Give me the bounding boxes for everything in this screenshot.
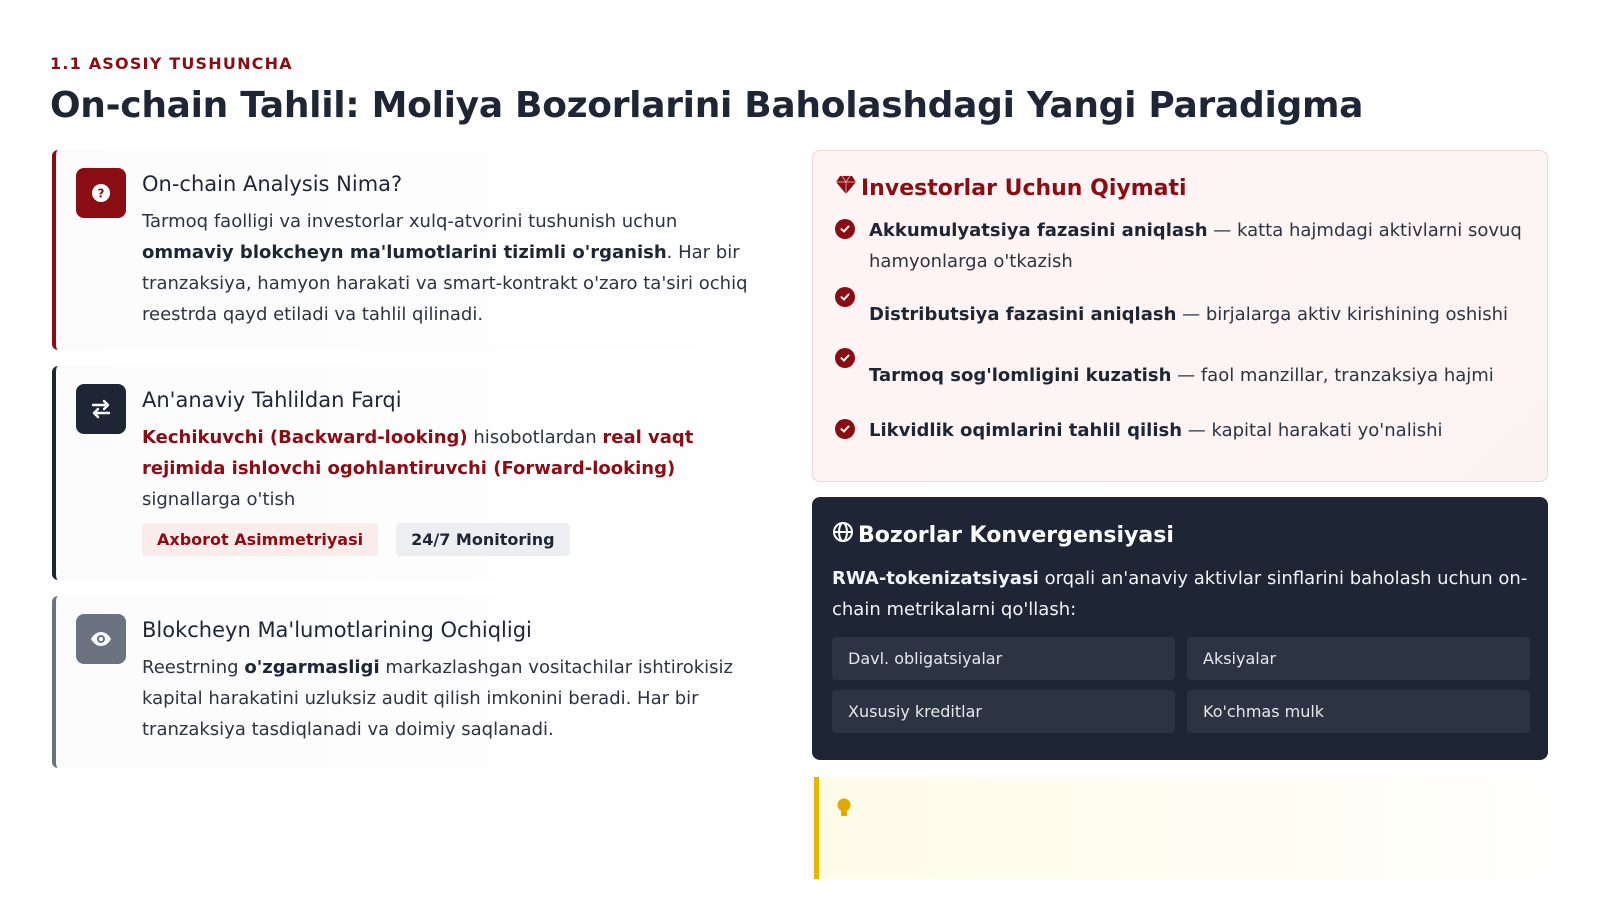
page-title: On-chain Tahlil: Moliya Bozorlarini Baholashdagi Yangi Paradigma <box>50 85 1364 126</box>
concept-cards <box>52 150 780 784</box>
swap-arrows-icon <box>76 384 126 434</box>
check-circle-icon <box>835 287 855 307</box>
asset-class-item: Davl. obligatsiyalar <box>832 637 1175 680</box>
asset-class-grid <box>832 637 1530 733</box>
list-item: Likvidlik oqimlarini tahlil qilish — kapital harakati yo'nalishi <box>835 415 1527 446</box>
panel-title: Investorlar Uchun Qiymati <box>835 175 1527 201</box>
card-text: Reestrning o'zgarmasligi markazlashgan vositachilar ishtirokisiz kapital harakatini uzluksiz audit qilish imkonini beradi. Har bir tranzaksiya tasdiqlanadi va doimiy saqlanadi. <box>142 657 734 740</box>
asset-class-item: Xususiy kreditlar <box>832 690 1175 733</box>
asset-class-item: Ko'chmas mulk <box>1187 690 1530 733</box>
tag-list <box>142 523 766 556</box>
card-title: Blokcheyn Ma'lumotlarining Ochiqligi <box>142 618 532 642</box>
check-circle-icon <box>835 219 855 239</box>
question-icon <box>76 168 126 218</box>
tag-monitoring: 24/7 Monitoring <box>396 523 569 556</box>
check-circle-icon <box>835 419 855 439</box>
svg-text:?: ? <box>97 186 105 201</box>
tag-info-asymmetry: Axborot Asimmetriyasi <box>142 523 378 556</box>
list-item: Akkumulyatsiya fazasini aniqlash — katta hajmdagi aktivlarni sovuq hamyonlarga o'tkazish <box>835 215 1527 277</box>
tip-box <box>814 777 1550 879</box>
card-transparency <box>52 596 780 768</box>
benefit-list <box>835 215 1527 446</box>
card-title: An'anaviy Tahlildan Farqi <box>142 388 402 412</box>
card-what-is-onchain <box>52 150 780 350</box>
asset-class-item: Aksiyalar <box>1187 637 1530 680</box>
gem-icon <box>835 175 857 201</box>
list-item: Distributsiya fazasini aniqlash — birjalarga aktiv kirishining oshishi <box>835 299 1527 330</box>
investor-value-panel <box>812 150 1548 482</box>
section-eyebrow: 1.1 ASOSIY TUSHUNCHA <box>50 54 293 73</box>
panel-title: Bozorlar Konvergensiyasi <box>832 521 1530 549</box>
card-difference <box>52 366 780 580</box>
eye-icon <box>76 614 126 664</box>
check-circle-icon <box>835 348 855 368</box>
market-convergence-panel <box>812 497 1548 760</box>
panel-text: RWA-tokenizatsiyasi orqali an'anaviy aktivlar sinflarini baholash uchun on-chain metrikalarni qo'llash: <box>832 568 1528 620</box>
list-item: Tarmoq sog'lomligini kuzatish — faol manzillar, tranzaksiya hajmi <box>835 360 1527 391</box>
card-text: Kechikuvchi (Backward-looking) hisobotlardan real vaqt rejimida ishlovchi ogohlantiruvchi (Forward-looking) signallarga o'tish <box>142 427 694 510</box>
lightbulb-icon <box>835 804 853 823</box>
globe-icon <box>832 521 854 549</box>
card-title: On-chain Analysis Nima? <box>142 172 403 196</box>
card-text: Tarmoq faolligi va investorlar xulq-atvorini tushunish uchun ommaviy blokcheyn ma'lumotlarini tizimli o'rganish. Har bir tranzaksiya, hamyon harakati va smart-kontrakt o'zaro ta'siri ochiq reestrda qayd etiladi va tahlil qilinadi. <box>142 211 748 325</box>
